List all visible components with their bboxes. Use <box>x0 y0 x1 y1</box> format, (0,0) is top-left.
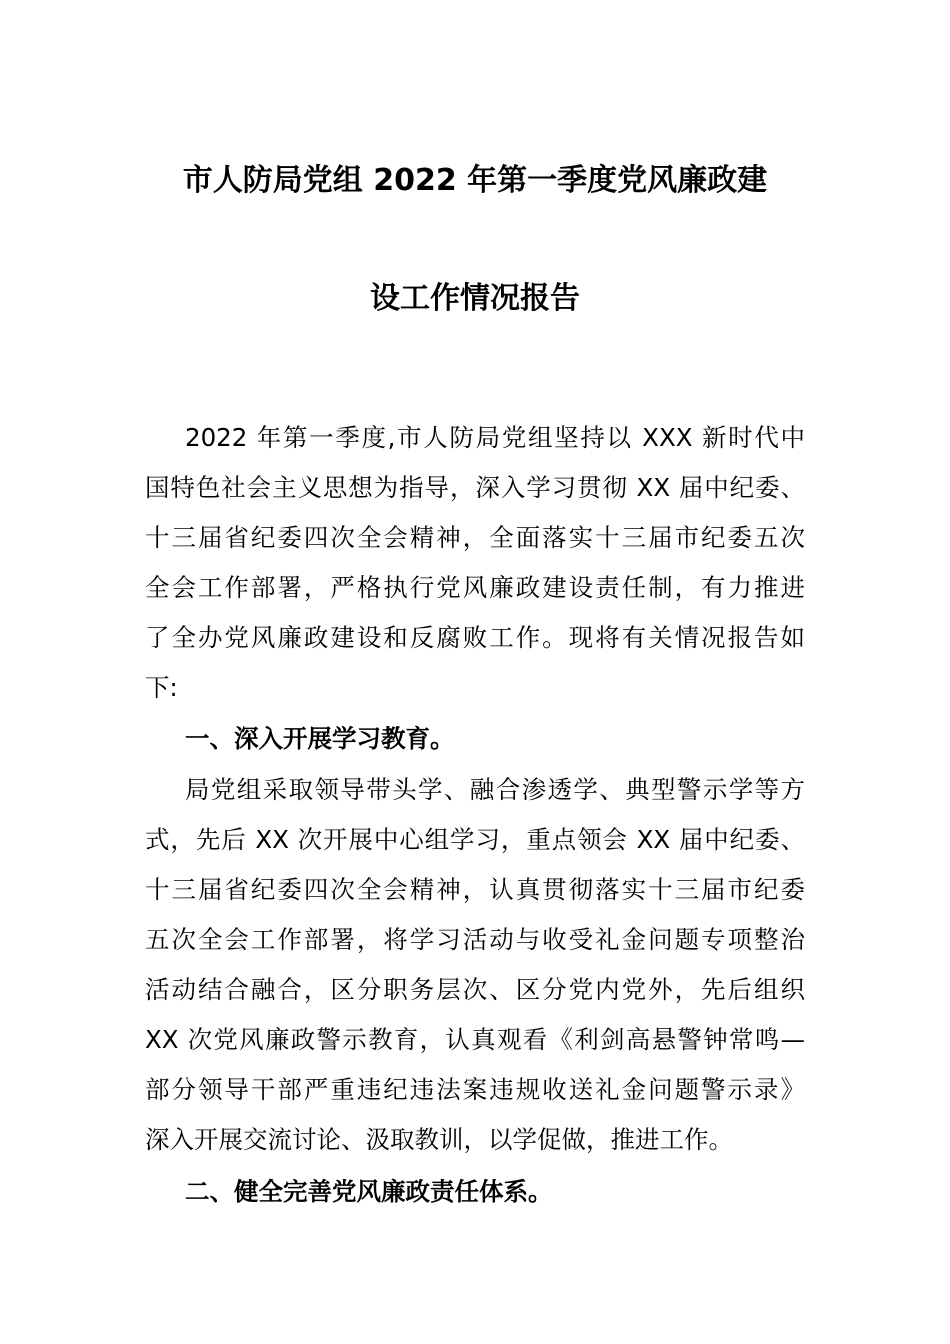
intro-line-2: 国特色社会主义思想为指导，深入学习贯彻 XX 届中纪委、 <box>145 473 805 502</box>
document-title-line-2: 设工作情况报告 <box>370 281 580 316</box>
section-1-line-3: 十三届省纪委四次全会精神，认真贯彻落实十三届市纪委 <box>145 875 805 904</box>
section-1-line-6: XX 次党风廉政警示教育，认真观看《利剑高悬警钟常鸣— <box>145 1025 805 1054</box>
intro-line-1: 2022 年第一季度,市人防局党组坚持以 XXX 新时代中 <box>185 423 805 452</box>
section-1-line-8: 深入开展交流讨论、汲取教训，以学促做，推进工作。 <box>145 1125 733 1154</box>
section-1-line-1: 局党组采取领导带头学、融合渗透学、典型警示学等方 <box>185 775 805 804</box>
intro-line-6: 下: <box>145 673 178 702</box>
section-1-line-5: 活动结合融合，区分职务层次、区分党内党外，先后组织 <box>145 975 805 1004</box>
document-title-line-1: 市人防局党组 2022 年第一季度党风廉政建 <box>182 163 768 198</box>
section-1-heading: 一、深入开展学习教育。 <box>185 724 455 753</box>
section-1-line-7: 部分领导干部严重违纪违法案违规收送礼金问题警示录》 <box>145 1075 805 1104</box>
section-1-line-4: 五次全会工作部署，将学习活动与收受礼金问题专项整治 <box>145 925 805 954</box>
intro-line-3: 十三届省纪委四次全会精神，全面落实十三届市纪委五次 <box>145 523 805 552</box>
section-2-heading: 二、健全完善党风廉政责任体系。 <box>185 1177 553 1206</box>
section-1-line-2: 式，先后 XX 次开展中心组学习，重点领会 XX 届中纪委、 <box>145 825 805 854</box>
intro-line-4: 全会工作部署，严格执行党风廉政建设责任制，有力推进 <box>145 573 805 602</box>
intro-line-5: 了全办党风廉政建设和反腐败工作。现将有关情况报告如 <box>145 623 805 652</box>
